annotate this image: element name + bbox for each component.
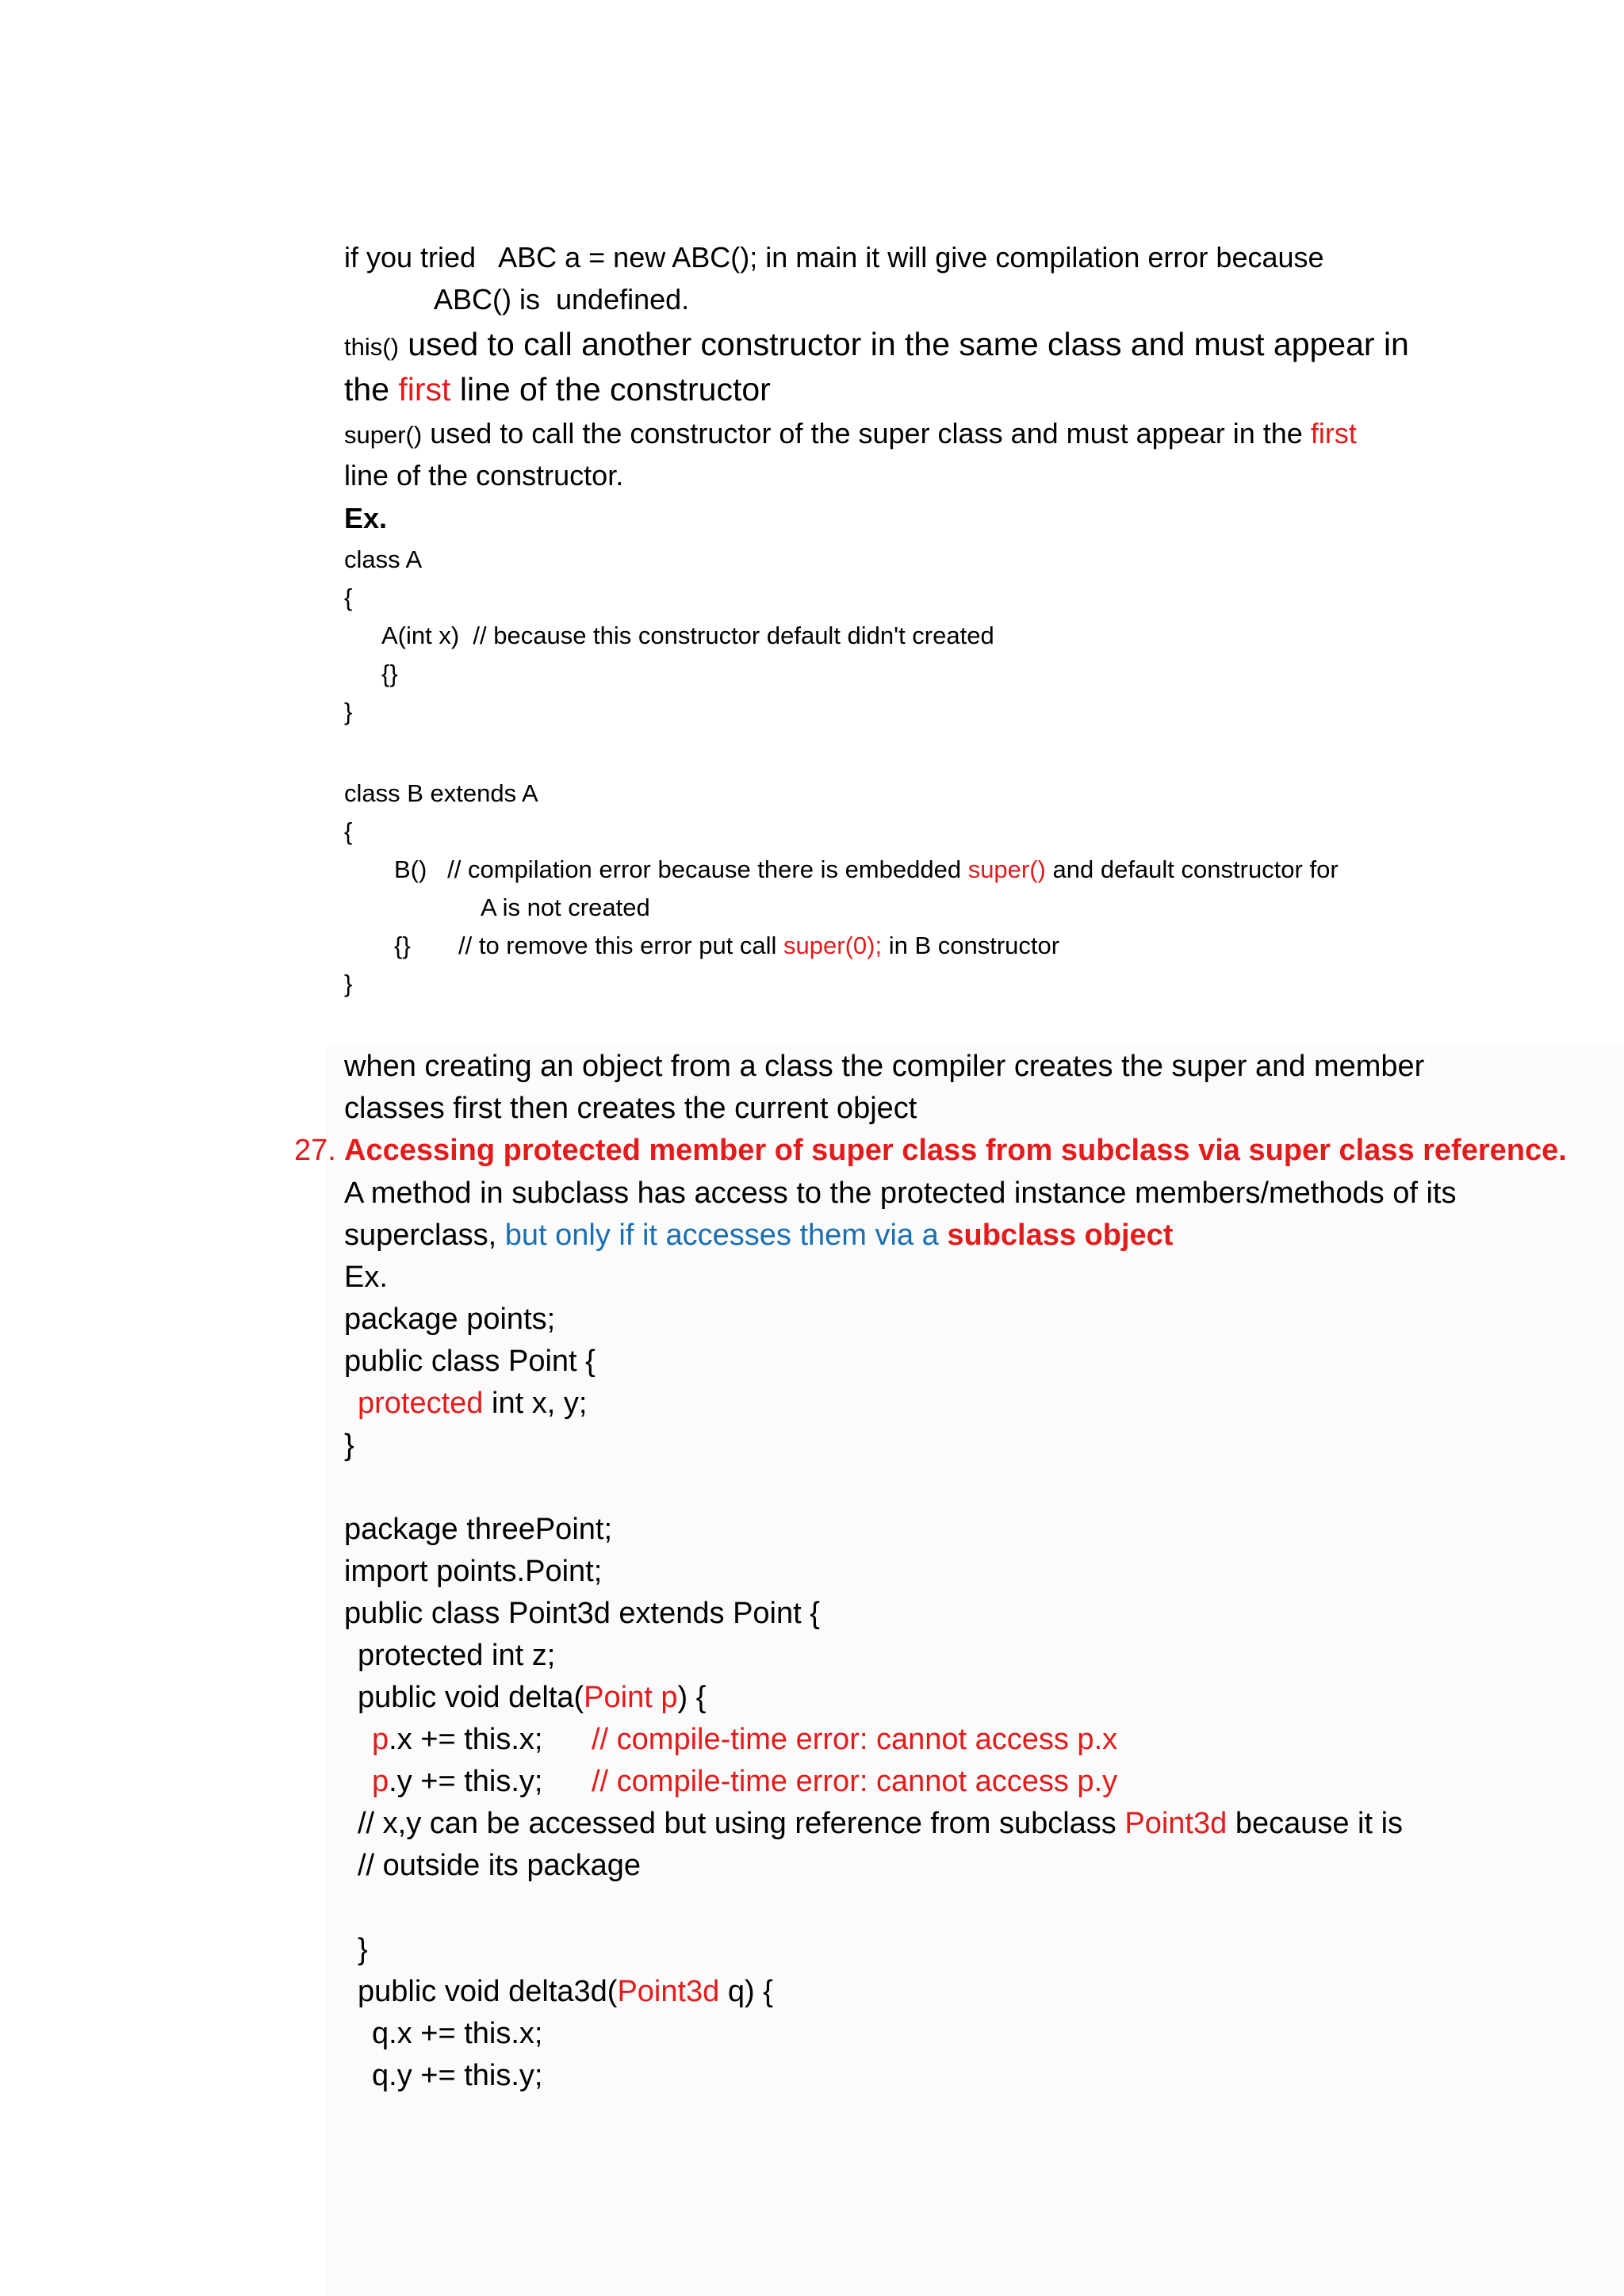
super-first: first [1310, 417, 1357, 450]
super-prefix: super() [344, 421, 423, 449]
super-line [344, 419, 1357, 448]
field-keyword: protected [358, 1387, 484, 1420]
intro-line-2: ABC() is undefined. [434, 283, 690, 316]
code-class-b-ctor [394, 857, 1339, 882]
note1-b: because it is [1227, 1807, 1404, 1840]
code-class-a: class A [344, 545, 423, 573]
code-p3d-qy: q.y += this.y; [372, 2059, 543, 2092]
body-text-a: {} // to remove this error put call [394, 932, 784, 959]
intro-line-1: if you tried ABC a = new ABC(); in main it will give compilation error because [344, 241, 1324, 274]
code-point-close: } [344, 1429, 354, 1462]
ex-label-2: Ex. [344, 1261, 388, 1294]
code-class-a-ctor: A(int x) // because this constructor default didn't created [381, 622, 994, 649]
code-p3d-py-comment: // compile-time error: cannot access p.y [592, 1765, 1118, 1798]
desc2-blue: but only if it accesses them via a [504, 1219, 948, 1252]
code-p3d-delta-close: } [358, 1933, 368, 1966]
delta-sig-a: public void delta( [358, 1681, 584, 1714]
code-p3d-pkg: package threePoint; [344, 1513, 613, 1546]
ctor-text-a: B() // compilation error because there is embedded [394, 855, 968, 883]
this-line-cont [344, 373, 771, 406]
this-cont-a: the [344, 371, 399, 408]
this-line [344, 328, 1409, 361]
code-p3d-class: public class Point3d extends Point { [344, 1597, 820, 1630]
delta3d-sig-a: public void delta3d( [358, 1975, 618, 2008]
delta-param: Point p [584, 1681, 678, 1714]
ctor-text-b: and default constructor for [1045, 855, 1339, 883]
code-class-a-open: { [344, 584, 353, 611]
code-class-a-body: {} [381, 660, 398, 687]
code-point-pkg: package points; [344, 1303, 556, 1336]
desc2-text: superclass, [344, 1219, 505, 1252]
code-p3d-note-1 [358, 1808, 1403, 1839]
body-text-b: in B constructor [882, 932, 1060, 959]
this-text: used to call another constructor in the same class and must appear in [398, 326, 1409, 362]
item-27-desc-2 [344, 1220, 1173, 1250]
item-27-number: 27. [294, 1134, 336, 1167]
code-p3d-px-comment: // compile-time error: cannot access p.x [592, 1723, 1118, 1756]
delta3d-param: Point3d [617, 1975, 720, 2008]
code-class-b-ctor-cont: A is not created [481, 894, 650, 921]
desc2-bold: subclass object [947, 1219, 1174, 1252]
item-27-desc-1: A method in subclass has access to the protected instance members/methods of its [344, 1177, 1457, 1210]
ex-label-1: Ex. [344, 502, 388, 534]
px-rest: .x += this.x; [389, 1723, 543, 1756]
code-point-class: public class Point { [344, 1345, 596, 1378]
field-rest: int x, y; [483, 1387, 588, 1420]
code-class-b-open: { [344, 817, 353, 845]
code-point-field [358, 1388, 587, 1418]
super-text: used to call the constructor of the super class and must appear in the [422, 417, 1311, 450]
code-p3d-note-2: // outside its package [358, 1849, 641, 1882]
code-class-b: class B extends A [344, 779, 538, 807]
code-p3d-px [372, 1724, 542, 1755]
body-super: super(0); [783, 932, 883, 959]
py-ref: p [372, 1765, 389, 1798]
code-class-a-close: } [344, 698, 353, 725]
creation-line-2: classes first then creates the current object [344, 1092, 917, 1125]
note1-red: Point3d [1124, 1807, 1228, 1840]
item-27-heading: Accessing protected member of super class from subclass via super class reference. [344, 1134, 1567, 1167]
super-line-cont: line of the constructor. [344, 459, 624, 492]
code-p3d-py [372, 1766, 542, 1797]
delta3d-sig-b: q) { [719, 1975, 773, 2008]
code-class-b-close: } [344, 970, 353, 997]
this-prefix: this() [344, 333, 399, 361]
delta-sig-b: ) { [677, 1681, 707, 1714]
code-p3d-import: import points.Point; [344, 1555, 603, 1588]
code-p3d-field: protected int z; [358, 1639, 556, 1672]
py-rest: .y += this.y; [389, 1765, 543, 1798]
note1-a: // x,y can be accessed but using reference from subclass [358, 1807, 1125, 1840]
code-p3d-delta [358, 1682, 706, 1712]
this-cont-b: line of the constructor [450, 371, 771, 408]
code-p3d-delta3d [358, 1976, 773, 2007]
this-first: first [398, 371, 451, 408]
code-class-b-body [394, 933, 1059, 958]
px-ref: p [372, 1723, 389, 1756]
ctor-super: super() [967, 855, 1046, 883]
code-p3d-qx: q.x += this.x; [372, 2017, 543, 2050]
creation-line-1: when creating an object from a class the compiler creates the super and member [344, 1050, 1425, 1083]
